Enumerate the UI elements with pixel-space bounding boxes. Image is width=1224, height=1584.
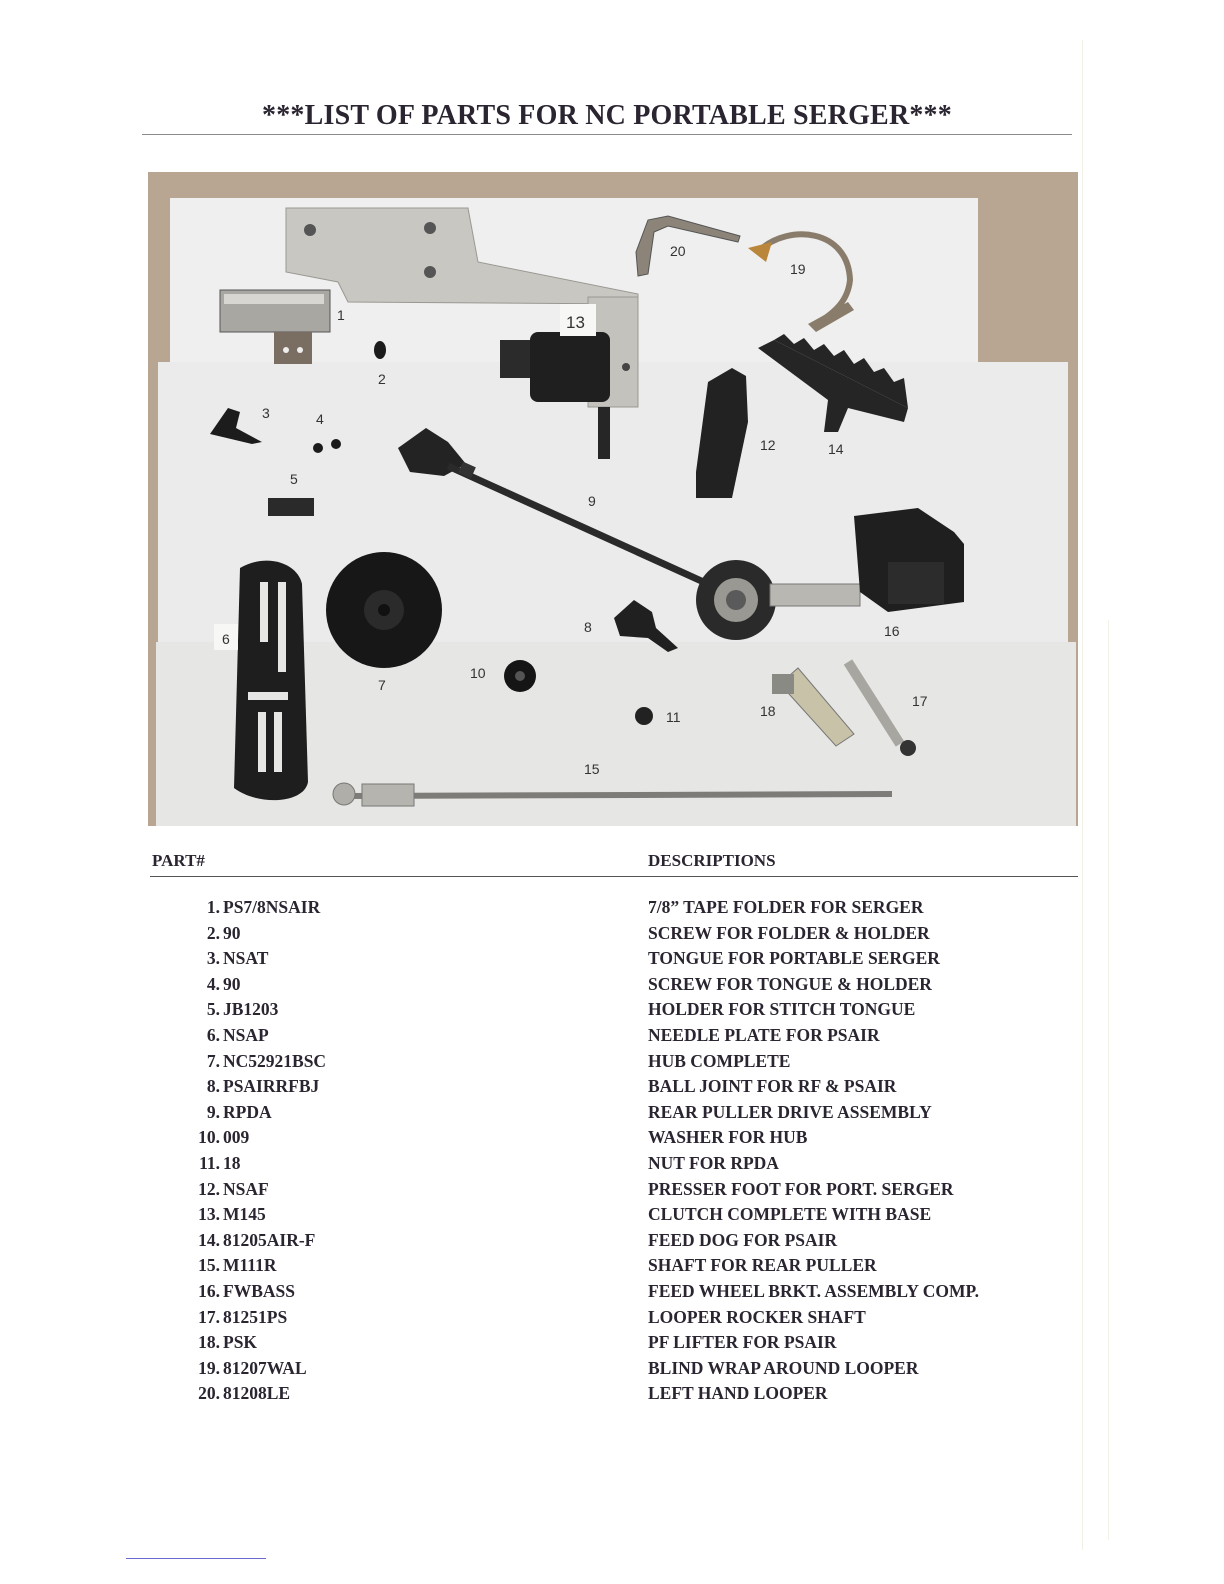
part-number: NSAP bbox=[223, 1024, 269, 1045]
part-number: NC52921BSC bbox=[223, 1050, 327, 1071]
part-number-header: PART# bbox=[152, 851, 205, 870]
item-number bbox=[150, 1230, 220, 1251]
callout-4: 4 bbox=[316, 411, 324, 427]
part-description: PRESSER FOOT FOR PORT. SERGER bbox=[648, 1178, 954, 1199]
part-2-screw bbox=[374, 341, 386, 359]
list-item bbox=[0, 897, 1224, 923]
item-number-text: 7. bbox=[206, 1050, 220, 1071]
list-item bbox=[0, 1281, 1224, 1307]
item-number-text: 8. bbox=[206, 1076, 220, 1097]
part-number: PSK bbox=[223, 1332, 258, 1353]
item-number-text: 18. bbox=[198, 1332, 220, 1353]
part-description: CLUTCH COMPLETE WITH BASE bbox=[648, 1204, 932, 1225]
callout-9: 9 bbox=[588, 493, 596, 509]
item-number-text: 5. bbox=[206, 999, 220, 1020]
part-description: LEFT HAND LOOPER bbox=[648, 1383, 828, 1404]
callout-10: 10 bbox=[470, 665, 486, 681]
item-number bbox=[150, 1281, 220, 1302]
part-number: 81207WAL bbox=[223, 1357, 307, 1378]
callout-7: 7 bbox=[378, 677, 386, 693]
part-number: PSAIRRFBJ bbox=[223, 1076, 320, 1097]
part-number: PS7/8NSAIR bbox=[223, 897, 321, 917]
item-number bbox=[150, 1204, 220, 1225]
part-number: M145 bbox=[223, 1204, 266, 1225]
callout-12: 12 bbox=[760, 437, 776, 453]
item-number bbox=[150, 1127, 220, 1148]
item-number-text: 11. bbox=[199, 1152, 220, 1173]
part-description: FEED WHEEL BRKT. ASSEMBLY COMP. bbox=[648, 1280, 979, 1301]
item-number-text: 6. bbox=[206, 1024, 220, 1045]
item-number-text: 17. bbox=[198, 1306, 220, 1327]
callout-8: 8 bbox=[584, 619, 592, 635]
item-number bbox=[150, 923, 220, 944]
part-description: HUB COMPLETE bbox=[648, 1050, 791, 1071]
parts-photo-illustration bbox=[148, 172, 1078, 826]
part-number: NSAT bbox=[223, 948, 269, 969]
part-description: NUT FOR RPDA bbox=[648, 1152, 779, 1173]
part-description: PF LIFTER FOR PSAIR bbox=[648, 1332, 837, 1353]
parts-photo bbox=[148, 172, 1078, 826]
part-11-nut bbox=[635, 707, 653, 725]
part-6-needle-plate bbox=[234, 561, 308, 801]
part-number: NSAF bbox=[223, 1178, 269, 1199]
item-number bbox=[150, 948, 220, 969]
item-number-text: 10. bbox=[198, 1127, 220, 1148]
part-10-washer bbox=[504, 660, 536, 692]
callout-11: 11 bbox=[666, 709, 681, 725]
list-item bbox=[0, 948, 1224, 974]
part-number: 81208LE bbox=[223, 1383, 291, 1404]
part-number: 81251PS bbox=[223, 1306, 288, 1327]
list-item bbox=[0, 1255, 1224, 1281]
item-number bbox=[150, 1025, 220, 1046]
part-number: FWBASS bbox=[223, 1280, 295, 1301]
item-number bbox=[150, 1076, 220, 1097]
item-number-text: 13. bbox=[198, 1204, 220, 1225]
item-number-text: 1. bbox=[206, 897, 220, 917]
list-item bbox=[0, 1051, 1224, 1077]
list-item bbox=[0, 1358, 1224, 1384]
callout-6: 6 bbox=[222, 631, 230, 647]
parts-list bbox=[0, 897, 1224, 1409]
part-number: 90 bbox=[223, 922, 241, 943]
item-number-text: 9. bbox=[206, 1101, 220, 1122]
part-number: JB1203 bbox=[223, 999, 279, 1020]
list-item bbox=[0, 1127, 1224, 1153]
list-item bbox=[0, 999, 1224, 1025]
callout-13: 13 bbox=[566, 313, 585, 332]
part-number: 009 bbox=[223, 1127, 250, 1148]
page-title: ***LIST OF PARTS FOR NC PORTABLE SERGER*** bbox=[262, 100, 952, 131]
list-item bbox=[0, 974, 1224, 1000]
list-item bbox=[0, 1025, 1224, 1051]
part-description: 7/8” TAPE FOLDER FOR SERGER bbox=[648, 897, 924, 917]
part-description: SCREW FOR TONGUE & HOLDER bbox=[648, 973, 932, 994]
part-description: REAR PULLER DRIVE ASSEMBLY bbox=[648, 1101, 932, 1122]
part-number: M111R bbox=[223, 1255, 277, 1276]
item-number bbox=[150, 1383, 220, 1404]
item-number-text: 3. bbox=[206, 948, 220, 969]
list-item bbox=[0, 1076, 1224, 1102]
part-description: LOOPER ROCKER SHAFT bbox=[648, 1306, 866, 1327]
list-item bbox=[0, 1204, 1224, 1230]
item-number-text: 14. bbox=[198, 1229, 220, 1250]
item-number bbox=[150, 999, 220, 1020]
part-description: HOLDER FOR STITCH TONGUE bbox=[648, 999, 916, 1020]
header-rule bbox=[150, 876, 1078, 877]
item-number bbox=[150, 1102, 220, 1123]
callout-19: 19 bbox=[790, 261, 806, 277]
part-description: SHAFT FOR REAR PULLER bbox=[648, 1255, 877, 1276]
list-item bbox=[0, 1307, 1224, 1333]
callout-1: 1 bbox=[337, 307, 345, 323]
item-number-text: 19. bbox=[198, 1357, 220, 1378]
item-number bbox=[150, 974, 220, 995]
part-7-hub bbox=[326, 552, 442, 668]
part-description: TONGUE FOR PORTABLE SERGER bbox=[648, 948, 940, 969]
item-number bbox=[150, 1255, 220, 1276]
callout-3: 3 bbox=[262, 405, 270, 421]
item-number-text: 12. bbox=[198, 1178, 220, 1199]
part-5-holder bbox=[268, 498, 314, 516]
item-number-text: 15. bbox=[198, 1255, 220, 1276]
callout-2: 2 bbox=[378, 371, 386, 387]
part-description: FEED DOG FOR PSAIR bbox=[648, 1229, 838, 1250]
callout-18: 18 bbox=[760, 703, 776, 719]
part-description: NEEDLE PLATE FOR PSAIR bbox=[648, 1024, 880, 1045]
part-number: 90 bbox=[223, 973, 241, 994]
callout-20: 20 bbox=[670, 243, 686, 259]
part-description: WASHER FOR HUB bbox=[648, 1127, 808, 1148]
list-item bbox=[0, 1179, 1224, 1205]
callout-17: 17 bbox=[912, 693, 928, 709]
part-number: 81205AIR-F bbox=[223, 1229, 316, 1250]
list-item bbox=[0, 1230, 1224, 1256]
footnote-rule bbox=[126, 1558, 266, 1559]
list-item bbox=[0, 1102, 1224, 1128]
item-number bbox=[150, 1153, 220, 1174]
list-item bbox=[0, 1383, 1224, 1409]
part-description: BALL JOINT FOR RF & PSAIR bbox=[648, 1076, 897, 1097]
callout-14: 14 bbox=[828, 441, 844, 457]
item-number bbox=[150, 1358, 220, 1379]
list-item bbox=[0, 1332, 1224, 1358]
part-description: BLIND WRAP AROUND LOOPER bbox=[648, 1357, 919, 1378]
item-number-text: 20. bbox=[198, 1383, 220, 1404]
callout-15: 15 bbox=[584, 761, 600, 777]
part-number: RPDA bbox=[223, 1101, 272, 1122]
item-number-text: 16. bbox=[198, 1280, 220, 1301]
callout-5: 5 bbox=[290, 471, 298, 487]
part-description: SCREW FOR FOLDER & HOLDER bbox=[648, 922, 930, 943]
item-number bbox=[150, 1307, 220, 1328]
item-number bbox=[150, 1332, 220, 1353]
title-underline bbox=[142, 134, 1072, 135]
item-number-text: 2. bbox=[206, 922, 220, 943]
item-number-text: 4. bbox=[206, 973, 220, 994]
description-header: DESCRIPTIONS bbox=[648, 851, 776, 870]
item-number bbox=[150, 1179, 220, 1200]
list-item bbox=[0, 1153, 1224, 1179]
list-item bbox=[0, 923, 1224, 949]
item-number bbox=[150, 897, 220, 918]
callout-16: 16 bbox=[884, 623, 900, 639]
part-number: 18 bbox=[223, 1152, 241, 1173]
item-number bbox=[150, 1051, 220, 1072]
